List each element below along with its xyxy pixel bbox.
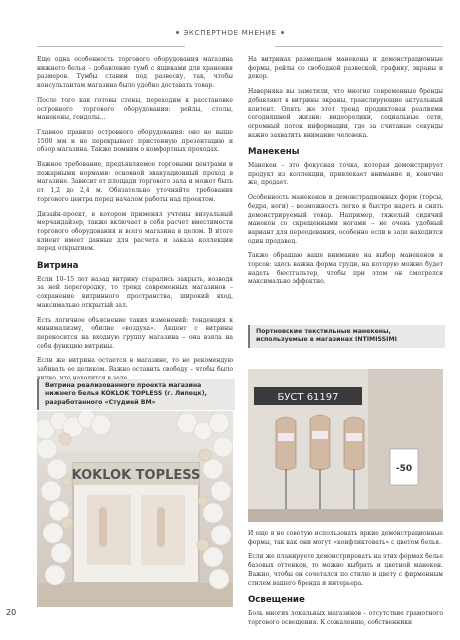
bullet-icon bbox=[281, 31, 284, 34]
paragraph: Манекен – это фокусная точка, которая демонстрирует продукт из коллекции, привлекает внимание и, конечно же, продает. bbox=[248, 162, 443, 187]
paragraph: Если же витрина остается в магазине, то не рекомендую забивать ее целиком. Важно оставить свободу – чтобы было bbox=[37, 357, 233, 374]
section-heading-lighting: Освещение bbox=[248, 595, 305, 606]
paragraph: Наверняка вы заметили, что многие современные бренды добавляют в витрины экраны, транслирующие актуальный контент. Опять же этот тренд продиктован реалиями сегодняшней жизни: видеоролики, социальные сети, огромный поток информации, где за считаные секунды важно захватить внимание человека. bbox=[248, 88, 443, 139]
section-heading-showcase: Витрина bbox=[37, 261, 79, 272]
section-header-title: ЭКСПЕРТНОЕ МНЕНИЕ bbox=[183, 28, 277, 37]
paragraph: Если же планируете демонстрировать на этих формах белье базовых оттенков, то можно выбрать и цветной манекен. Важно, чтобы он сочетался по стилю и цвету с фирменным стилем вашего бренда и интерьера. bbox=[248, 553, 443, 587]
discount-badge: -50 bbox=[395, 464, 413, 474]
mannequins-photo bbox=[248, 369, 443, 522]
photo-caption-store: Витрина реализованного проекта магазина нижнего белья KOKLOK TOPLESS (г. Липецк), разработанного «Студией ВМ» bbox=[37, 379, 235, 410]
paragraph: Еще одна особенность торгового оборудования магазина нижнего белья – добавление тумб с ящиками для хранения размеров. Тумбы ставим под развеску, так, чтобы консультантам магазина было удобно доставать товар. bbox=[37, 56, 233, 90]
right-column bbox=[248, 56, 443, 293]
paragraph: Важное требование, предъявляемое торговыми центрами и пожарными нормами: основной эвакуационный проход в магазине. Зависит от площади торгового зала и может быть от 1,2 до 2,4 м. Обязательно уточняйте требования торгового центра перед началом работы над проектом. bbox=[37, 161, 233, 203]
paragraph: Если 10–15 лет назад витрину старались закрыть, возводя за ней перегородку, то тренд современных магазинов – сохранение витринного пространства, широкий вход, максимально открытый зал. bbox=[37, 275, 233, 309]
store-entrance-illustration bbox=[37, 411, 233, 607]
section-heading-mannequins: Манекены bbox=[248, 147, 300, 158]
paragraph: И еще я не советую использовать яркие демонстрационные формы, так как они могут «конфликтовать» с цветом белья. bbox=[248, 530, 443, 546]
page-number: 20 bbox=[6, 608, 17, 617]
right-column-continued bbox=[248, 530, 443, 633]
store-sign: KOKLOK TOPLESS bbox=[71, 468, 201, 483]
section-header bbox=[0, 28, 460, 42]
mannequins-illustration bbox=[248, 369, 443, 522]
poster-text: БУСТ 61197 bbox=[277, 392, 339, 403]
paragraph: После того как готовы стены, переходим к расстановке островного торгового оборудования: рейлы, столы, манекены, гондолы... bbox=[37, 96, 233, 122]
photo-caption-mannequins: Портновские текстильные манекены, используемые в магазинах INTIMISSIMI bbox=[248, 325, 445, 348]
paragraph: Боль многих локальных магазинов – отсутствие грамотного торгового освещения. К сожалению, собственники bbox=[248, 609, 443, 626]
paragraph: Главное правило островного оборудования: оно не выше 1500 мм и не перекрывает пристенную презентацию и обзор магазина. Также помним о комфортных проходах. bbox=[37, 128, 233, 154]
paragraph: Также обращаю ваше внимание на выбор манекенов и торсов: здесь важна форма груди, на которую можно будет надеть бюстгальтер, чтобы при этом он смотрелся максимально эффектно. bbox=[248, 252, 443, 286]
bullet-icon bbox=[176, 31, 179, 34]
paragraph: Есть логичное объяснение таких изменений: тенденция к минимализму, обилие «воздуха». Акцент с витрины переносится на входную группу магазина – она взяла на себя функцию витрины. bbox=[37, 316, 233, 350]
paragraph: На витринах размещаем манекены и демонстрационные формы, рейлы со свободной развеской, графику, экраны и декор. bbox=[248, 56, 443, 81]
header-rule-right bbox=[275, 46, 443, 47]
left-column bbox=[37, 56, 233, 390]
paragraph: Особенность манекенов и демонстрационных форм (торсы, бедра, ноги) – возможность легко и быстро надеть и снять демонстрируемый товар. Например, тяжелый сидячий манекен со скрещенными ногами – не очень удобный вариант для переодевания, особенно если в зале находится один продавец. bbox=[248, 194, 443, 245]
paragraph: Дизайн-проект, в котором применял учтены визуальный мерчандайзер, также включает в себя расчет вместимости торгового оборудования и всего магазина в целом. В итоге клиент имеет данные для расчета и заказа коллекции перед открытием. bbox=[37, 210, 233, 253]
mannequin-group bbox=[276, 415, 364, 470]
store-entrance-photo bbox=[37, 411, 233, 607]
header-rule-left bbox=[37, 46, 185, 47]
